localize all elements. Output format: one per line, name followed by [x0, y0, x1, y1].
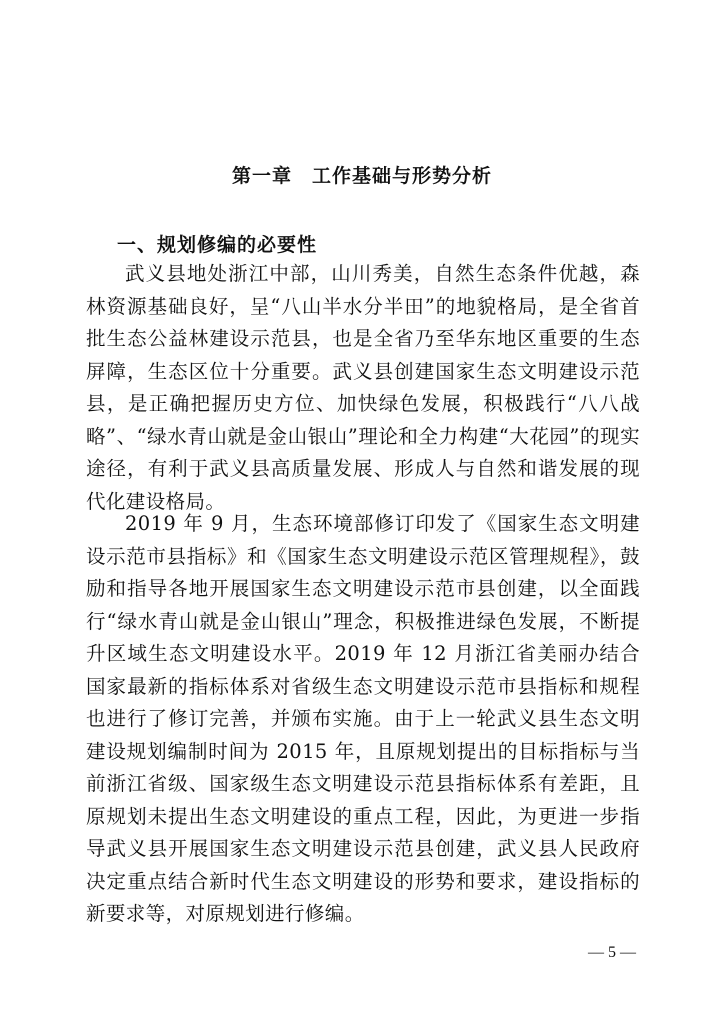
paragraph: 武义县地处浙江中部，山川秀美，自然生态条件优越，森林资源基础良好，呈“八山半水分半田”的地貌格局，是全省首批生态公益林建设示范县，也是全省乃至华东地区重要的生态屏障，生态区位十分重要。武义县创建国家生态文明建设示范县，是正确把握历史方位、加快绿色发展，积极践行“八八战略”、“绿水青山就是金山银山”理论和全力构建“大花园”的现实途径，有利于武义县高质量发展、形成人与自然和谐发展的现代化建设格局。 — [86, 262, 640, 513]
section-heading: 一、规划修编的必要性 — [117, 234, 318, 256]
chapter-title: 第一章 工作基础与形势分析 — [231, 165, 492, 187]
page-number: — 5 — — [588, 944, 636, 961]
paragraph: 2019 年 9 月，生态环境部修订印发了《国家生态文明建设示范市县指标》和《国家生态文明建设示范区管理规程》，鼓励和指导各地开展国家生态文明建设示范市县创建，以全面践行“绿水青山就是金山银山”理念，积极推进绿色发展，不断提升区域生态文明建设水平。2019 年 12 月浙江省美丽办结合国家最新的指标体系对省级生态文明建设示范市县指标和规程也进行了修订完善，并颁布实施。由于上一轮武义县生态文明建设规划编制时间为 2015 年，且原规划提出的目标指标与当前浙江省级、国家级生态文明建设示范县指标体系有差距，且原规划未提出生态文明建设的重点工程，因此，为更进一步指导武义县开展国家生态文明建设示范县创建，武义县人民政府决定重点结合新时代生态文明建设的形势和要求，建设指标的新要求等，对原规划进行修编。 — [86, 512, 640, 925]
